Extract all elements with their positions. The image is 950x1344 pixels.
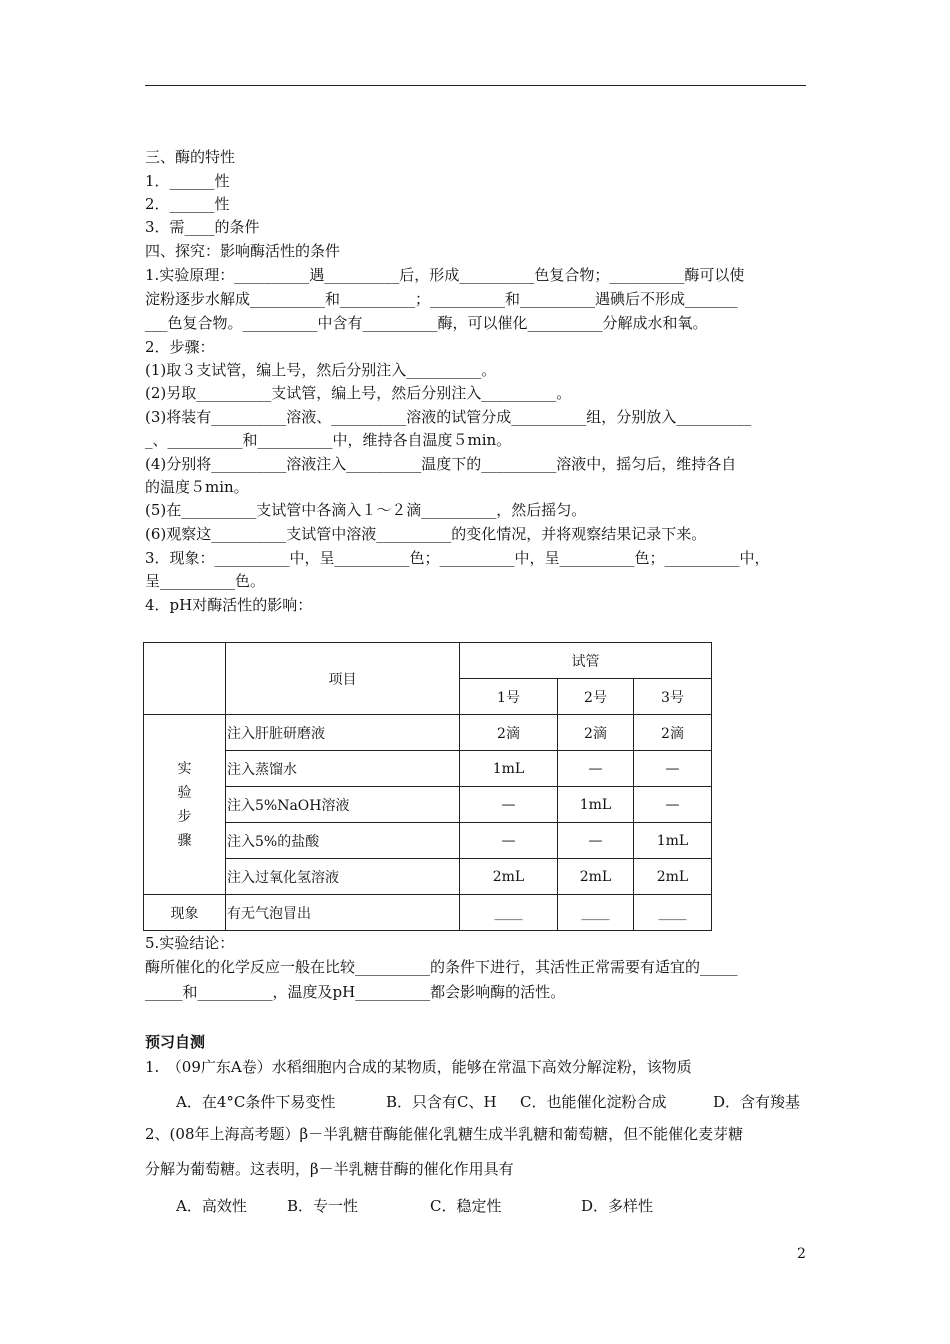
step-3-line-1: (3)将装有__________溶液、__________溶液的试管分成__________组，分别放入__________: [145, 408, 752, 426]
principle-line-1: 1.实验原理：__________遇__________后，形成__________色复合物；__________酶可以使: [145, 266, 745, 284]
step-5: (5)在__________支试管中各滴入１～２滴__________，然后摇匀。: [145, 501, 587, 519]
header-rule: [145, 85, 806, 86]
phenomenon-line-2: 呈__________色。: [145, 572, 266, 590]
steps-title: 2．步骤：: [145, 338, 215, 356]
feature-3: 3．需____的条件: [145, 218, 260, 236]
phenomenon-group-cell: 现象: [144, 895, 226, 931]
conclusion-line-2: _____和__________，温度及pH__________都会影响酶的活性。: [145, 983, 566, 1001]
q2-option-d: D．多样性: [581, 1197, 654, 1215]
table-row: [144, 643, 712, 679]
phenomenon-line-1: 3．现象：__________中，呈__________色；__________中，呈__________色；__________中，: [145, 549, 770, 567]
principle-line-2: 淀粉逐步水解成__________和__________；__________和__________遇碘后不形成_______: [145, 290, 738, 308]
row-item: 有无气泡冒出: [226, 895, 460, 931]
q1-option-d: D．含有羧基: [713, 1093, 801, 1111]
q1-option-b: B．只含有C、H: [386, 1093, 497, 1111]
question-1: 1. （09广东A卷）水稻细胞内合成的某物质，能够在常温下高效分解淀粉，该物质: [145, 1058, 692, 1076]
ph-experiment-table: [143, 642, 712, 931]
cell: ____: [634, 895, 712, 931]
cell: —: [460, 823, 558, 859]
q1-option-c: C．也能催化淀粉合成: [520, 1093, 667, 1111]
cell: —: [634, 787, 712, 823]
step-3-line-2: _、__________和__________中，维持各自温度５min。: [145, 431, 512, 449]
row-item: 注入肝脏研磨液: [226, 715, 460, 751]
cell: ____: [460, 895, 558, 931]
empty-corner-cell: [144, 643, 226, 715]
table-row: [144, 859, 712, 895]
cell: —: [558, 823, 634, 859]
steps-group-label: 实验步骤: [177, 760, 192, 849]
q2-option-a: A．高效性: [176, 1197, 247, 1215]
q2-option-b: B．专一性: [287, 1197, 359, 1215]
table-row: [144, 895, 712, 931]
table-row: [144, 823, 712, 859]
row-item: 注入蒸馏水: [226, 751, 460, 787]
cell: 1mL: [558, 787, 634, 823]
preview-heading: 预习自测: [145, 1033, 206, 1051]
cell: 2mL: [634, 859, 712, 895]
principle-line-3: ___色复合物。__________中含有__________酶，可以催化__________分解成水和氧。: [145, 314, 708, 332]
page-number: 2: [797, 1246, 806, 1262]
section-three-title: 三、酶的特性: [145, 148, 236, 166]
cell: 2mL: [558, 859, 634, 895]
row-item: 注入5%的盐酸: [226, 823, 460, 859]
row-item: 注入过氧化氢溶液: [226, 859, 460, 895]
step-1: (1)取３支试管，编上号，然后分别注入__________。: [145, 361, 497, 379]
question-2-line-2: 分解为葡萄糖。这表明，β－半乳糖苷酶的催化作用具有: [145, 1160, 514, 1178]
cell: 2滴: [558, 715, 634, 751]
feature-2: 2．______性: [145, 195, 230, 213]
table-row: [144, 787, 712, 823]
tube-2-header: 2号: [558, 679, 634, 715]
feature-1: 1．______性: [145, 172, 230, 190]
q1-option-a: A．在4°C条件下易变性: [176, 1093, 336, 1111]
cell: ____: [558, 895, 634, 931]
conclusion-line-1: 酶所催化的化学反应一般在比较__________的条件下进行，其活性正常需要有适宜的_____: [145, 958, 738, 976]
cell: —: [558, 751, 634, 787]
tube-1-header: 1号: [460, 679, 558, 715]
header-item-cell: 项目: [226, 643, 460, 715]
table-row: [144, 751, 712, 787]
tube-3-header: 3号: [634, 679, 712, 715]
cell: 2滴: [460, 715, 558, 751]
step-4-line-1: (4)分别将__________溶液注入__________温度下的__________溶液中，摇匀后，维持各自: [145, 455, 737, 473]
row-item: 注入5%NaOH溶液: [226, 787, 460, 823]
header-tubes-cell: 试管: [460, 643, 712, 679]
question-2-line-1: 2、(08年上海高考题）β－半乳糖苷酶能催化乳糖生成半乳糖和葡萄糖，但不能催化麦芽糖: [145, 1125, 744, 1143]
table-row: [144, 715, 712, 751]
cell: —: [460, 787, 558, 823]
step-2: (2)另取__________支试管，编上号，然后分别注入__________。: [145, 384, 572, 402]
conclusion-title: 5.实验结论：: [145, 934, 235, 952]
cell: 2滴: [634, 715, 712, 751]
section-four-title: 四、探究：影响酶活性的条件: [145, 242, 341, 260]
step-4-line-2: 的温度５min。: [145, 478, 249, 496]
cell: 2mL: [460, 859, 558, 895]
q2-option-c: C．稳定性: [430, 1197, 502, 1215]
cell: 1mL: [460, 751, 558, 787]
ph-effect-title: 4．pH对酶活性的影响：: [145, 596, 313, 614]
step-6: (6)观察这__________支试管中溶液__________的变化情况，并将观察结果记录下来。: [145, 525, 707, 543]
steps-group-cell: [144, 715, 226, 895]
cell: —: [634, 751, 712, 787]
cell: 1mL: [634, 823, 712, 859]
